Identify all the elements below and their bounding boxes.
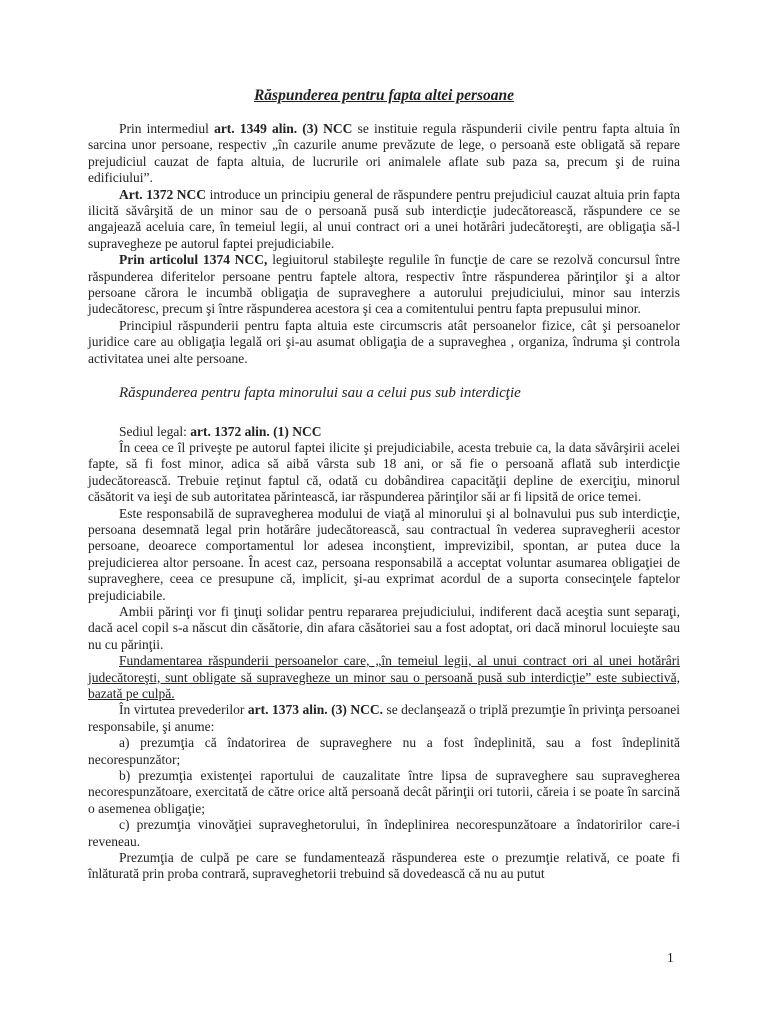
paragraph-9-underlined-text: Fundamentarea răspunderii persoanelor care, „în temeiul legii, al unui contract ori al unei hotărâri judecătoreşti, sunt obligate să supravegheze un minor sau o persoană pusă sub interdicţie” este subiectivă, bazată pe culpă. <box>88 653 680 701</box>
page-number: 1 <box>667 950 674 965</box>
paragraph-2 <box>88 187 680 253</box>
paragraph-3-text: legiuitorul stabileşte regulile în funcţie de care se rezolvă concursul între răspunderea diferitelor persoane pentru faptele altora, respectiv între răspunderea părinţilor şi a altor persoane cărora le incumbă obligaţia de supraveghere a autorului prejudiciului, minor sau interzis judecătoresc, precum şi între răspunderea acestora şi cea a comitentului pentru fapta prepusului minor. <box>88 252 680 317</box>
paragraph-3 <box>88 252 680 318</box>
paragraph-10-article-ref: art. 1373 alin. (3) NCC. <box>247 702 383 718</box>
paragraph-10 <box>88 702 680 735</box>
paragraph-2-text: introduce un principiu general de răspundere pentru prejudiciul cauzat altuia prin fapta ilicită săvârşită de un minor sau de o persoană pusă sub interdicţie judecătorească, răspundere ce se angajează aceluia care, în temeiul legii, al unui contract ori a unei hotărâri judecătoreşti, are obligaţia să-l supravegheze pe autorul faptei prejudiciabile. <box>88 186 680 251</box>
document-title: Răspunderea pentru fapta altei persoane <box>253 87 515 104</box>
list-item-c: c) prezumţia vinovăţiei supraveghetorului, în îndeplinirea necorespunzătoare a îndatoririlor care-i reveneau. <box>88 817 680 849</box>
paragraph-1-article-ref: art. 1349 alin. (3) NCC <box>214 121 353 136</box>
legal-seat-article-ref: art. 1372 alin. (1) NCC <box>190 423 322 439</box>
document-body <box>88 121 680 883</box>
paragraph-legal-seat <box>88 424 680 440</box>
paragraph-4: Principiul răspunderii pentru fapta altuia este circumscris atât persoanelor fizice, cât şi persoanelor juridice care au obligaţia legală ori şi-au asumat obligaţia de a supraveghea , organiza, îndruma şi controla activitatea unei alte persoane. <box>88 317 680 366</box>
paragraph-10-text: se declanşează o triplă prezumţie în privinţa persoanei responsabile, şi anume: <box>88 702 680 734</box>
paragraph-10-lead: În virtutea prevederilor <box>119 702 248 718</box>
section-heading: Răspunderea pentru fapta minorului sau a celui pus sub interdicţie <box>119 385 521 402</box>
paragraph-1 <box>88 121 680 187</box>
paragraph-8: Ambii părinţi vor fi ţinuţi solidar pentru repararea prejudiciului, indiferent dacă aceştia sunt separaţi, dacă acel copil s-a născut din căsătorie, din afara căsătoriei sau a fost adoptat, ori dacă minorul locuieşte sau nu cu părinţii. <box>88 603 680 652</box>
list-item-a: a) prezumţia că îndatorirea de supraveghere nu a fost îndeplinită, sau a fost îndeplinită necorespunzător; <box>88 735 680 767</box>
legal-seat-label: Sediul legal: <box>119 423 191 439</box>
list-item-b: b) prezumţia existenţei raportului de cauzalitate între lipsa de supraveghere sau supravegherea necorespunzătoare, exercitată de către orice altă persoană decât părinţii ori tutorii, căreia i se poate în sarcină o asemenea obligaţie; <box>88 768 680 816</box>
paragraph-1-text: se instituie regula răspunderii civile pentru fapta altuia în sarcina unor persoane, respectiv „în cazurile anume prevăzute de lege, o persoană este obligată să repare prejudiciul cauzat de fapta altuia, de lucrurile ori animalele aflate sub paza sa, precum şi de ruina edificiului”. <box>88 121 680 186</box>
paragraph-2-article-ref: Art. 1372 NCC <box>119 186 207 202</box>
paragraph-1-lead: Prin intermediul <box>119 121 215 136</box>
paragraph-6: În ceea ce îl priveşte pe autorul faptei ilicite şi prejudiciabile, acesta trebuie ca, la data săvârşirii acelei fapte, să fi fost minor, adica să aibă vârsta sub 18 ani, or să fie o persoană aflată sub interdicţie judecătorească. Trebuie reţinut faptul că, odată cu dobândirea capacităţii depline de exerciţiu, minorul căsătorit va ieşi de sub autoritatea părintească, iar răspunderea părinţilor săi ar fi lipsită de orice temei. <box>88 439 680 505</box>
paragraph-3-article-ref: Prin articolul 1374 NCC, <box>119 252 268 268</box>
paragraph-9 <box>88 653 680 702</box>
paragraph-14: Prezumţia de culpă pe care se fundamentează răspunderea este o prezumţie relativă, ce poate fi înlăturată prin proba contrară, supraveghetorii trebuind să dovedească că nu au putut <box>88 850 680 882</box>
paragraph-7: Este responsabilă de supravegherea modului de viaţă al minorului şi al bolnavului pus sub interdicţie, persoana desemnată legal prin hotărâre judecătorească, sau contractual în vederea supravegherii acestor persoane, deoarece comportamentul lor adesea inconştient, imprevizibil, spontan, ar putea duce la prejudicierea altor persoane. În acest caz, persoana responsabilă a acceptat voluntar asumarea obligaţiei de supraveghere, ceea ce presupune că, implicit, şi-au exprimat acordul de a suporta consecinţele faptelor prejudiciabile. <box>88 505 680 603</box>
